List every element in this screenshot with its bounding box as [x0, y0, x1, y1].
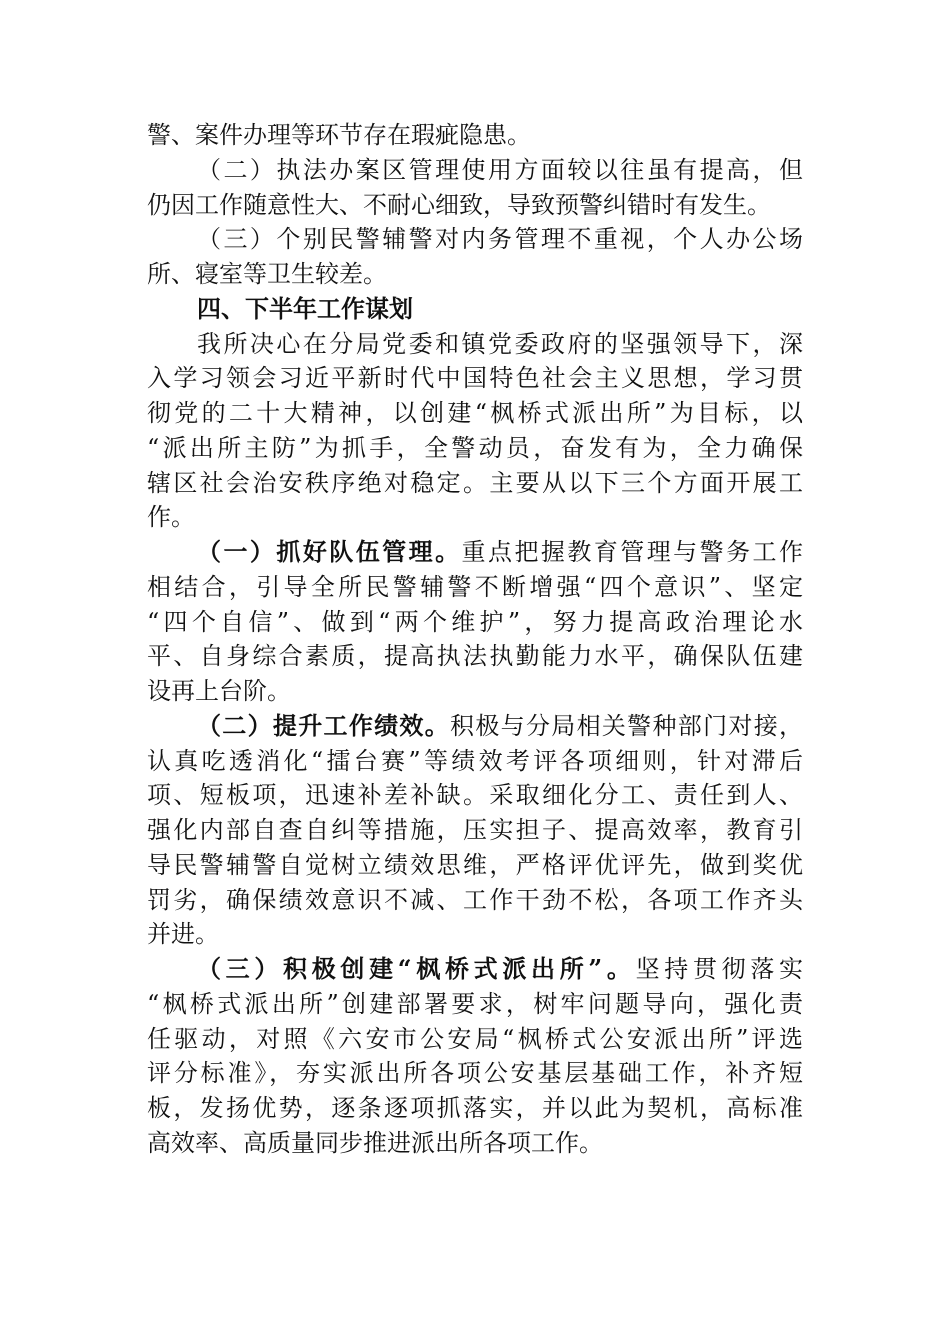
line-text: 彻党的二十大精神，以创建“枫桥式派出所”为目标，以 — [147, 399, 803, 427]
paragraph — [147, 952, 803, 1161]
line-text: “枫桥式派出所”创建部署要求，树牢问题导向，强化责 — [147, 989, 803, 1018]
text-line — [147, 1091, 803, 1126]
text-line — [147, 1056, 803, 1091]
line-text: 积极与分局相关警种部门对接， — [450, 711, 804, 740]
line-text: 辖区社会治安秩序绝对稳定。主要从以下三个方面开展工 — [147, 468, 803, 497]
line-text: 评分标准》，夯实派出所各项公安基层基础工作，补齐短 — [147, 1059, 803, 1088]
line-text: 平、自身综合素质，提高执法执勤能力水平，确保队伍建 — [147, 642, 803, 671]
section-heading — [147, 292, 803, 327]
line-text: 警、案件办理等环节存在瑕疵隐患。 — [147, 121, 531, 149]
line-text: 四、下半年工作谋划 — [197, 294, 413, 323]
text-line — [147, 848, 803, 883]
line-text: 设再上台阶。 — [147, 677, 291, 705]
text-line — [147, 292, 803, 327]
line-text: 仍因工作随意性大、不耐心细致，导致预警纠错时有发生。 — [147, 190, 771, 219]
document-page — [147, 118, 803, 1161]
text-line — [147, 188, 803, 223]
text-line — [147, 466, 803, 501]
line-text: 任驱动，对照《六安市公安局“枫桥式公安派出所”评选 — [147, 1024, 803, 1053]
line-text: （二）执法办案区管理使用方面较以往虽有提高，但 — [197, 155, 803, 184]
text-line — [147, 396, 803, 431]
text-line — [147, 327, 803, 362]
line-text: “四个自信”、做到“两个维护”，努力提高政治理论水 — [147, 607, 803, 636]
line-text: 罚劣，确保绩效意识不减、工作干劲不松，各项工作齐头 — [147, 885, 803, 914]
paragraph — [147, 222, 803, 292]
text-line — [147, 118, 803, 153]
text-line — [147, 361, 803, 396]
line-text: 坚持贯彻落实 — [635, 955, 804, 983]
text-line — [147, 639, 803, 674]
line-text: 相结合，引导全所民警辅警不断增强“四个意识”、坚定 — [147, 572, 803, 601]
line-text: 认真吃透消化“擂台赛”等绩效考评各项细则，针对滞后 — [147, 746, 803, 775]
text-line — [147, 257, 803, 292]
line-text: “派出所主防”为抓手，全警动员，奋发有为，全力确保 — [147, 433, 803, 462]
paragraph-lead: （三）积极创建“枫桥式派出所”。 — [197, 954, 636, 983]
line-text: 入学习领会习近平新时代中国特色社会主义思想，学习贯 — [147, 364, 803, 393]
text-line — [147, 500, 803, 535]
text-line — [147, 952, 803, 987]
paragraph-lead: （一）抓好队伍管理。 — [197, 537, 462, 566]
line-text: 并进。 — [147, 920, 219, 949]
text-line — [147, 1126, 803, 1161]
paragraph — [147, 153, 803, 223]
paragraph-lead: （二）提升工作绩效。 — [197, 710, 451, 740]
text-line — [147, 917, 803, 952]
line-text: 所、寝室等卫生较差。 — [147, 260, 387, 288]
line-text: 强化内部自查自纠等措施，压实担子、提高效率，教育引 — [147, 816, 803, 844]
text-line — [147, 987, 803, 1022]
line-text: 重点把握教育管理与警务工作 — [461, 538, 804, 566]
line-text: 我所决心在分局党委和镇党委政府的坚强领导下，深 — [197, 329, 803, 358]
line-text: 项、短板项，迅速补差补缺。采取细化分工、责任到人、 — [147, 781, 803, 810]
paragraph — [147, 327, 803, 536]
text-line — [147, 222, 803, 257]
text-line — [147, 813, 803, 848]
text-line — [147, 535, 803, 570]
paragraph — [147, 118, 803, 153]
text-line — [147, 744, 803, 779]
paragraph — [147, 709, 803, 952]
text-line — [147, 570, 803, 605]
line-text: 板，发扬优势，逐条逐项抓落实，并以此为契机，高标准 — [147, 1094, 803, 1122]
text-line — [147, 153, 803, 188]
line-text: 作。 — [147, 503, 195, 532]
text-line — [147, 1022, 803, 1057]
line-text: 导民警辅警自觉树立绩效思维，严格评优评先，做到奖优 — [147, 850, 803, 879]
text-line — [147, 709, 803, 744]
line-text: （三）个别民警辅警对内务管理不重视，个人办公场 — [197, 225, 803, 254]
text-line — [147, 883, 803, 918]
text-line — [147, 431, 803, 466]
text-line — [147, 605, 803, 640]
paragraph — [147, 535, 803, 709]
text-line — [147, 778, 803, 813]
line-text: 高效率、高质量同步推进派出所各项工作。 — [147, 1128, 603, 1157]
text-line — [147, 674, 803, 709]
